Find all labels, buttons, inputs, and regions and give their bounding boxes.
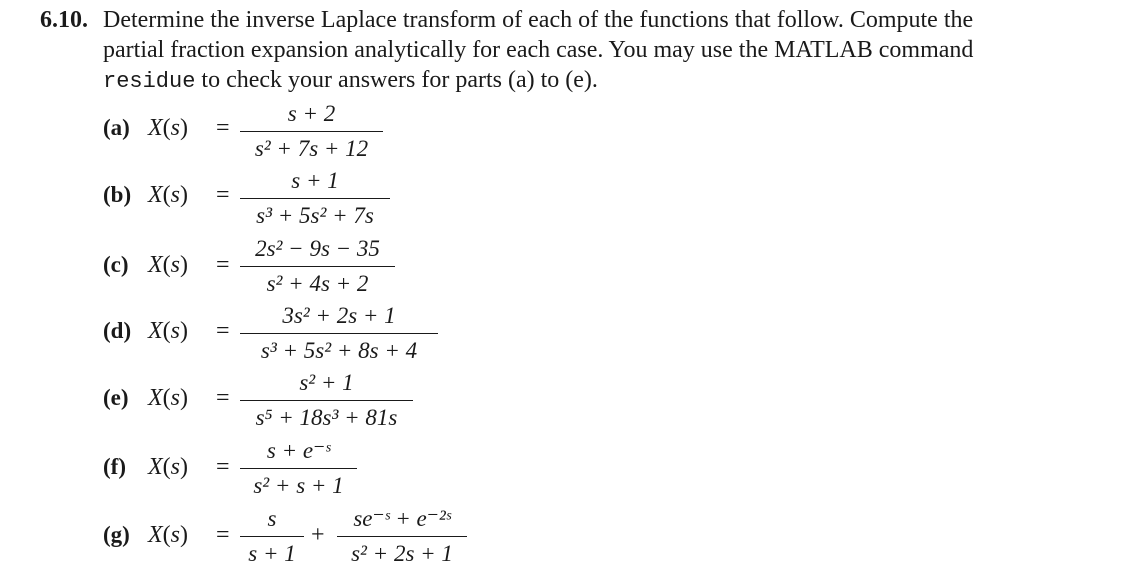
fraction-term-1 bbox=[240, 505, 304, 568]
equals-sign: = bbox=[216, 522, 230, 548]
part-label: (d) bbox=[103, 318, 132, 343]
numerator: s bbox=[267, 506, 277, 531]
lhs: X(s) bbox=[148, 182, 189, 208]
equals-sign: = bbox=[216, 385, 230, 411]
matlab-command: residue bbox=[103, 69, 196, 94]
numerator: se⁻ˢ + e⁻²ˢ bbox=[353, 506, 451, 531]
part-label: (e) bbox=[103, 385, 129, 410]
lhs: X(s) bbox=[148, 522, 189, 548]
prompt-line-3-rest: to check your answers for parts (a) to (e). bbox=[195, 67, 598, 93]
equals-sign: = bbox=[216, 252, 230, 278]
denominator: s³ + 5s² + 7s bbox=[256, 203, 374, 228]
equals-sign: = bbox=[216, 454, 230, 480]
fraction-bar bbox=[240, 266, 395, 267]
denominator: s⁵ + 18s³ + 81s bbox=[255, 405, 398, 430]
denominator: s² + 2s + 1 bbox=[351, 541, 453, 566]
numerator: s + e⁻ˢ bbox=[266, 438, 331, 463]
fraction bbox=[240, 235, 395, 298]
part-label: (a) bbox=[103, 115, 130, 140]
fraction-bar bbox=[240, 198, 390, 199]
fraction-bar bbox=[240, 131, 383, 132]
problem-number: 6.10. bbox=[40, 7, 88, 33]
plus-sign: + bbox=[311, 522, 325, 548]
part-label: (c) bbox=[103, 252, 129, 277]
fraction bbox=[240, 437, 357, 500]
lhs: X(s) bbox=[148, 252, 189, 278]
lhs: X(s) bbox=[148, 318, 189, 344]
denominator: s² + 4s + 2 bbox=[266, 271, 369, 296]
part-label: (b) bbox=[103, 182, 132, 207]
part-label: (g) bbox=[103, 522, 130, 547]
numerator: 2s² − 9s − 35 bbox=[255, 236, 380, 261]
numerator: s² + 1 bbox=[299, 370, 354, 395]
problem-prompt bbox=[103, 5, 1103, 95]
fraction bbox=[240, 100, 383, 163]
fraction bbox=[240, 302, 438, 365]
fraction-bar bbox=[240, 333, 438, 334]
fraction-bar bbox=[240, 536, 304, 537]
numerator: s + 1 bbox=[291, 168, 339, 193]
numerator: 3s² + 2s + 1 bbox=[282, 303, 396, 328]
prompt-line-2: partial fraction expansion analytically for each case. You may use the MATLAB command bbox=[103, 37, 974, 63]
fraction-term-2 bbox=[337, 505, 467, 568]
prompt-line-3 bbox=[103, 65, 1103, 95]
fraction-bar bbox=[240, 400, 413, 401]
fraction-bar bbox=[337, 536, 467, 537]
denominator: s² + 7s + 12 bbox=[254, 136, 369, 161]
equals-sign: = bbox=[216, 115, 230, 141]
fraction bbox=[240, 167, 390, 230]
denominator: s + 1 bbox=[248, 541, 296, 566]
fraction-bar bbox=[240, 468, 357, 469]
lhs: X(s) bbox=[148, 115, 189, 141]
part-label: (f) bbox=[103, 454, 126, 479]
denominator: s³ + 5s² + 8s + 4 bbox=[260, 338, 418, 363]
fraction bbox=[240, 369, 413, 432]
numerator: s + 2 bbox=[287, 101, 336, 126]
denominator: s² + s + 1 bbox=[253, 473, 344, 498]
equals-sign: = bbox=[216, 182, 230, 208]
lhs: X(s) bbox=[148, 454, 189, 480]
lhs: X(s) bbox=[148, 385, 189, 411]
equals-sign: = bbox=[216, 318, 230, 344]
prompt-line-1: Determine the inverse Laplace transform of each of the functions that follow. Compute the bbox=[103, 7, 974, 33]
